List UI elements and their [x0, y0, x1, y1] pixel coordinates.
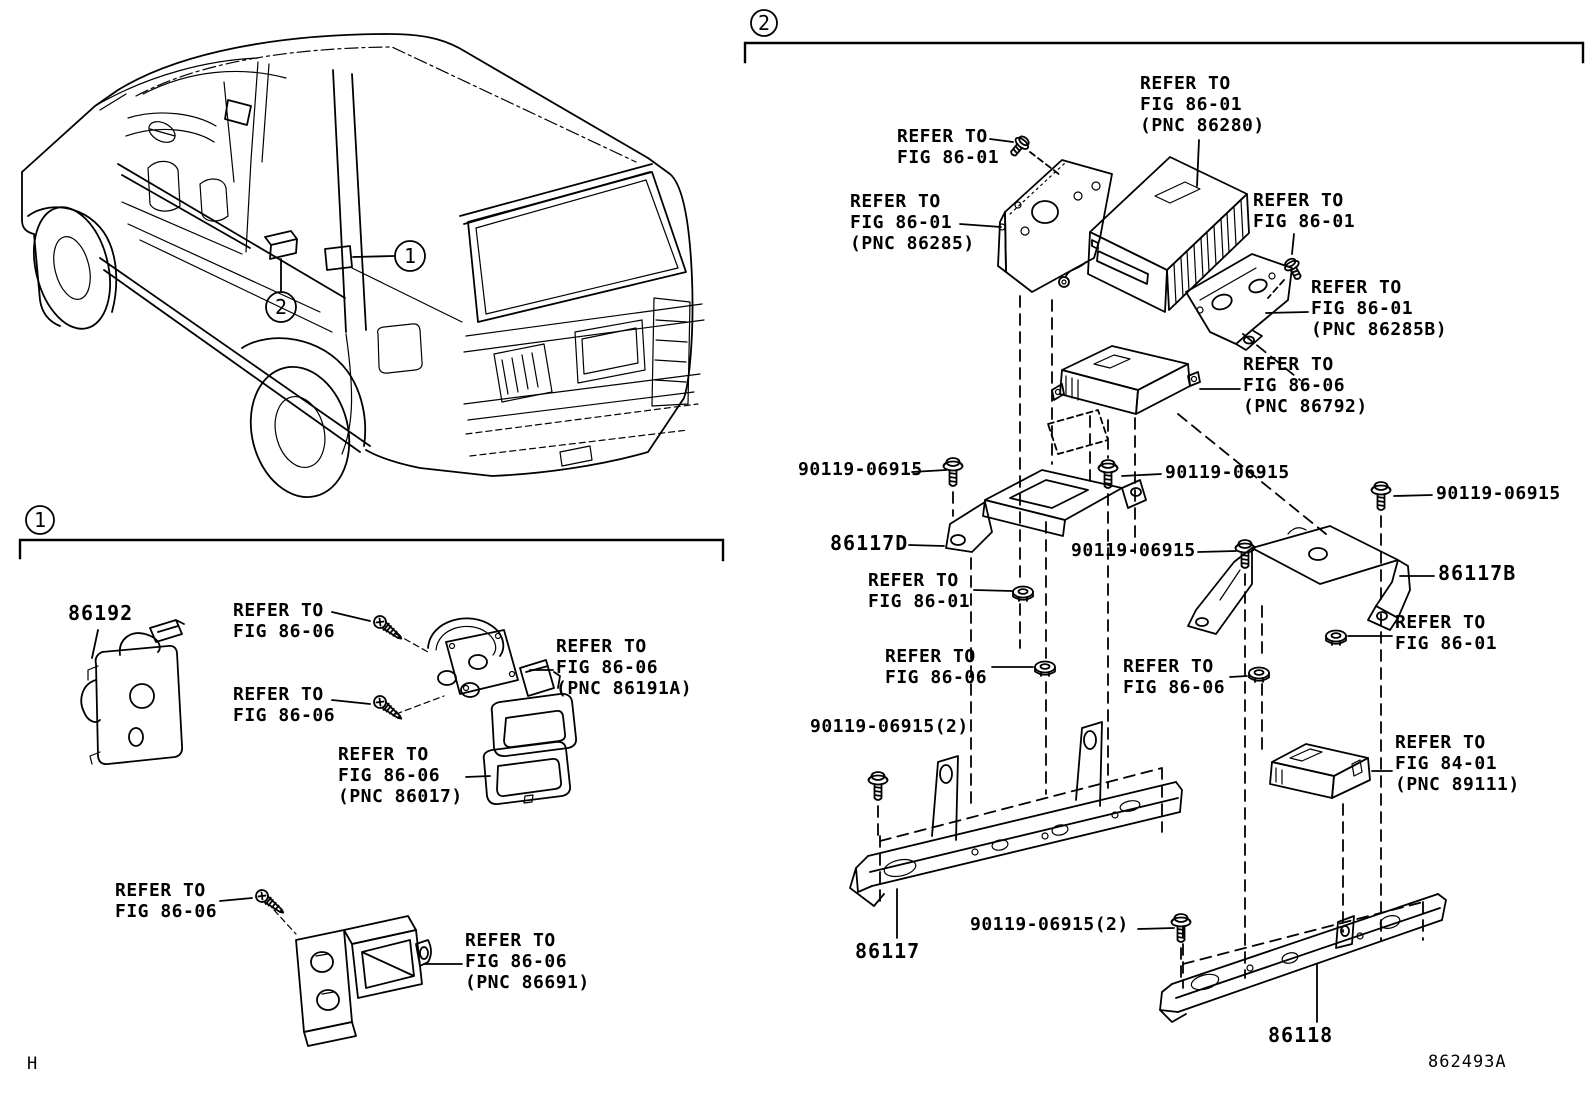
ref-line: REFER TO: [465, 930, 556, 951]
drawing-number-text: 862493A: [1428, 1052, 1507, 1072]
part-number-text: 90119-06915: [1165, 462, 1290, 483]
ref-line: REFER TO: [115, 880, 206, 901]
ref-label-pnc-86285: [850, 191, 975, 254]
flange-nut-icon: [1013, 587, 1033, 602]
ref-line: (PNC 86792): [1243, 396, 1368, 417]
ref-line: REFER TO: [885, 646, 976, 667]
ref-label-s2-screw-top: [897, 126, 999, 168]
clock-sensor-86192: [81, 620, 184, 764]
part-number-86118: [1268, 1024, 1333, 1047]
ref-line: REFER TO: [868, 570, 959, 591]
ref-line: (PNC 86285): [850, 233, 975, 254]
part-number-text: 90119-06915: [1071, 540, 1196, 561]
part-number-90119-06915-e: [810, 716, 969, 737]
ref-line: REFER TO: [233, 600, 324, 621]
bracket-86691: [274, 910, 431, 1046]
part-number-86117b: [1438, 562, 1516, 585]
ref-line: FIG 86-01: [1140, 94, 1243, 115]
ref-label-nut-mid-right: [1123, 656, 1225, 698]
ref-label-pnc-86017: [338, 744, 463, 807]
amplifier-86191a: [396, 618, 560, 714]
screw-icon: [372, 694, 405, 724]
ref-line: FIG 86-06: [233, 705, 336, 726]
van-callout-1-number: 1: [403, 244, 417, 268]
part-number-text: 86117B: [1438, 561, 1517, 585]
ref-line: (PNC 89111): [1395, 774, 1520, 795]
in-dash-unit-box-2: [265, 231, 297, 259]
part-number-text: 86118: [1268, 1023, 1334, 1047]
section-1-marker: [20, 506, 723, 560]
flange-nut-icon: [1035, 662, 1055, 677]
ref-line: REFER TO: [1123, 656, 1214, 677]
machine-screw-icon: [1007, 133, 1032, 159]
part-number-text: 90119-06915(2): [810, 716, 969, 737]
ref-line: (PNC 86191A): [556, 678, 693, 699]
ref-line: REFER TO: [233, 684, 324, 705]
page-corner-mark: [27, 1054, 38, 1075]
ref-line: FIG 86-06: [1243, 375, 1346, 396]
ref-line: FIG 86-06: [338, 765, 441, 786]
ref-label-pnc-86280: [1140, 73, 1265, 136]
section-2-marker: [745, 10, 1583, 62]
ref-label-nut-right: [1395, 612, 1497, 654]
part-number-86192: [68, 602, 133, 625]
part-number-text: 90119-06915(2): [970, 914, 1129, 935]
ecu-86792: [1052, 346, 1200, 414]
ref-line: (PNC 86691): [465, 972, 590, 993]
ref-label-pnc-86691: [465, 930, 590, 993]
flange-nut-icon: [1249, 668, 1269, 683]
ref-label-nut-mid-left: [885, 646, 987, 688]
section-2-number: 2: [757, 11, 771, 35]
ref-line: FIG 86-06: [233, 621, 336, 642]
bracket-86285b: [1186, 254, 1292, 350]
ref-line: (PNC 86017): [338, 786, 463, 807]
part-number-90119-06915-f: [970, 914, 1129, 935]
ref-line: FIG 86-01: [868, 591, 971, 612]
ref-line: REFER TO: [1311, 277, 1402, 298]
ref-line: FIG 86-01: [850, 212, 953, 233]
part-number-text: 90119-06915: [1436, 483, 1561, 504]
ecu-89111: [1270, 744, 1370, 798]
ref-line: REFER TO: [556, 636, 647, 657]
part-number-90119-06915-a: [798, 459, 923, 480]
ref-label-pnc-86285b: [1311, 277, 1447, 340]
ref-line: REFER TO: [1243, 354, 1334, 375]
van-callout-2: [266, 292, 296, 322]
part-number-90119-06915-b: [1165, 462, 1290, 483]
part-number-text: 86192: [68, 601, 134, 625]
ref-label-s1-screw-top: [233, 600, 335, 642]
part-number-86117: [855, 940, 920, 963]
in-dash-unit-box-1: [325, 246, 352, 270]
van-callout-1: [395, 241, 425, 271]
part-number-86117d: [830, 532, 908, 555]
ref-line: FIG 86-01: [1253, 211, 1356, 232]
drawing-number: [1428, 1052, 1507, 1073]
machine-screw-icon: [1282, 256, 1305, 282]
ref-line: REFER TO: [897, 126, 988, 147]
ref-label-s1-screw-bottom: [233, 684, 335, 726]
ref-line: REFER TO: [850, 191, 941, 212]
ref-label-s2-screw-right: [1253, 190, 1355, 232]
mount-plate-86285: [998, 160, 1112, 292]
part-number-text: 86117: [855, 939, 921, 963]
flange-nut-icon: [1326, 631, 1346, 646]
ref-line: REFER TO: [1395, 732, 1486, 753]
ref-line: REFER TO: [1253, 190, 1344, 211]
bracket-86117b: [1188, 526, 1410, 634]
ref-line: REFER TO: [1395, 612, 1486, 633]
flange-bolt-icon: [869, 772, 888, 800]
part-number-90119-06915-c: [1436, 483, 1561, 504]
part-number-text: 86117D: [830, 531, 909, 555]
cover-bezels-86017: [484, 694, 576, 804]
ref-line: FIG 86-01: [897, 147, 1000, 168]
screw-icon: [254, 888, 287, 918]
screw-icon: [372, 614, 405, 644]
rail-bracket-86117: [850, 722, 1182, 906]
ref-line: FIG 86-06: [115, 901, 218, 922]
flange-bolt-icon: [1372, 482, 1391, 510]
ref-line: FIG 86-01: [1395, 633, 1498, 654]
ref-label-pnc-86191a: [556, 636, 692, 699]
corner-mark-text: H: [27, 1054, 39, 1074]
ref-line: FIG 86-06: [885, 667, 988, 688]
ref-line: FIG 86-06: [465, 951, 568, 972]
section-1-number: 1: [33, 508, 47, 532]
ref-line: (PNC 86285B): [1311, 319, 1448, 340]
ref-label-nut-left: [868, 570, 970, 612]
ref-line: FIG 86-06: [1123, 677, 1226, 698]
part-number-text: 90119-06915: [798, 459, 923, 480]
ref-line: FIG 84-01: [1395, 753, 1498, 774]
ref-line: FIG 86-01: [1311, 298, 1414, 319]
ref-line: FIG 86-06: [556, 657, 659, 678]
ref-label-s1-screw-lower: [115, 880, 217, 922]
ref-line: REFER TO: [1140, 73, 1231, 94]
ref-line: (PNC 86280): [1140, 115, 1265, 136]
van-callout-2-number: 2: [274, 295, 288, 319]
vehicle-illustration: [22, 34, 704, 508]
ref-label-pnc-89111: [1395, 732, 1520, 795]
ref-label-pnc-86792: [1243, 354, 1368, 417]
ref-line: REFER TO: [338, 744, 429, 765]
flange-bolt-icon: [944, 458, 963, 486]
part-number-90119-06915-d: [1071, 540, 1196, 561]
